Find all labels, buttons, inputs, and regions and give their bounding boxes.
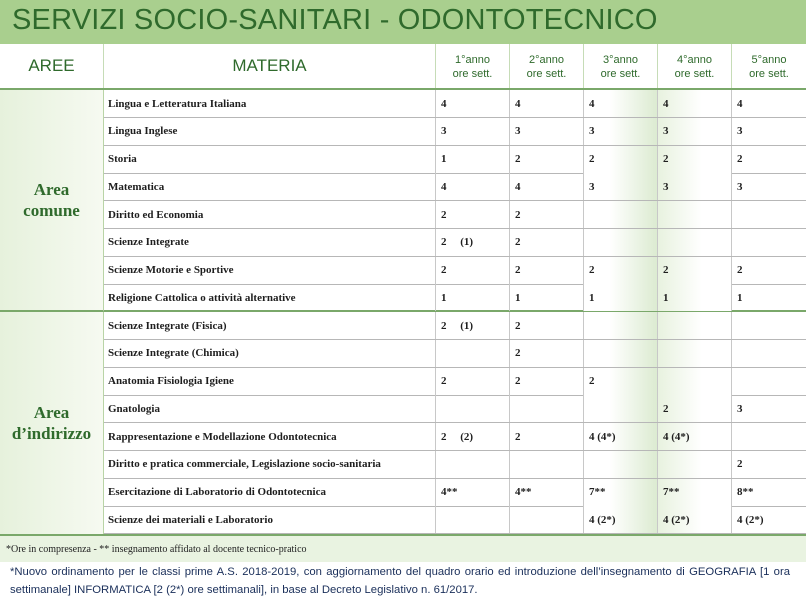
table-row xyxy=(104,368,806,396)
hours-cell-year-4 xyxy=(658,312,732,339)
hours-cell-year-5: 3 xyxy=(737,180,743,193)
subject-cell: Diritto e pratica commerciale, Legislazione socio-sanitaria xyxy=(104,451,436,478)
ordinance-note: *Nuovo ordinamento per le classi prime A.S. 2018-2019, con aggiornamento del quadro orario ed introduzione dell’insegnamento di GEOGRAFIA [1 ora settimanale] INFORMATICA [2 (2*) ore settimanali], in base al Decreto Legislativo n. 61/2017. xyxy=(10,566,790,596)
hours-cell-year-4 xyxy=(658,229,732,256)
header-materia: MATERIA xyxy=(104,44,436,88)
hours-cell-year-1: 4 xyxy=(436,173,510,200)
hours-cell-year-5 xyxy=(732,229,806,256)
table-row xyxy=(104,479,806,507)
subject-cell: Scienze Integrate xyxy=(104,229,436,256)
header-year-2 xyxy=(510,44,584,88)
hours-cell-year-5: 2 xyxy=(737,264,743,276)
hours-cell-year-4: 2 xyxy=(658,146,732,173)
hours-cell-year-1 xyxy=(436,506,510,533)
hours-cell-year-2: 2 xyxy=(510,257,584,284)
hours-cell-year-2: 4 xyxy=(510,90,584,117)
subject-cell: Storia xyxy=(104,146,436,173)
hours-cell-year-4: 2 xyxy=(658,395,732,422)
subject-cell: Esercitazione di Laboratorio di Odontotecnica xyxy=(104,479,436,506)
subject-cell: Scienze Integrate (Chimica) xyxy=(104,340,436,367)
hours-cell-year-3: 4 xyxy=(584,90,658,117)
hours-cell-year-2: 1 xyxy=(510,284,584,311)
hours-cell-year-4 xyxy=(658,201,732,228)
table-row xyxy=(104,90,806,118)
header-year-1-sub: ore sett. xyxy=(452,68,493,80)
hours-cell-year-5: 2 xyxy=(737,458,743,471)
area-comune-line2: comune xyxy=(23,201,80,220)
area-comune-line1: Area xyxy=(33,180,70,199)
hours-cell-year-5: 3 xyxy=(737,125,743,138)
subject-cell: Diritto ed Economia xyxy=(104,201,436,228)
hours-cell-year-1 xyxy=(436,340,510,367)
hours-cell-year-2: 2 xyxy=(510,340,584,367)
hours-cell-year-2: 2 xyxy=(510,201,584,228)
subject-cell: Rappresentazione e Modellazione Odontotecnica xyxy=(104,423,436,450)
header-year-4-label: 4°anno xyxy=(677,54,712,66)
table-row xyxy=(104,312,806,340)
subject-cell: Anatomia Fisiologia Igiene xyxy=(104,368,436,395)
hours-cell-year-3 xyxy=(584,340,658,367)
table-row xyxy=(104,423,806,451)
hours-cell-year-1: 3 xyxy=(436,118,510,145)
hours-cell-year-4: 4 (2*) xyxy=(658,506,732,533)
title-bar xyxy=(0,0,806,44)
hours-cell-year-3: 1 xyxy=(584,284,658,311)
table-row xyxy=(104,284,806,312)
table-row xyxy=(104,451,806,479)
table-row xyxy=(104,340,806,368)
hours-cell-year-4: 3 xyxy=(658,173,732,200)
header-year-3-sub: ore sett. xyxy=(600,68,641,80)
header-year-5-sub: ore sett. xyxy=(749,68,789,80)
hours-cell-year-1: 2 (2) xyxy=(436,423,510,450)
header-year-2-label: 2°anno xyxy=(529,54,564,66)
header-year-3-label: 3°anno xyxy=(603,54,638,66)
hours-cell-year-4 xyxy=(658,451,732,478)
table-row xyxy=(104,506,806,534)
header-aree: AREE xyxy=(0,44,104,88)
subject-cell: Gnatologia xyxy=(104,395,436,422)
hours-cell-year-1 xyxy=(436,395,510,422)
hours-cell-year-3: 3 xyxy=(584,118,658,145)
hours-cell-year-2 xyxy=(510,395,584,422)
hours-cell-year-3: 4 (2*) xyxy=(584,506,658,533)
hours-cell-year-1: 2 xyxy=(436,368,510,395)
hours-cell-year-1 xyxy=(436,451,510,478)
footnote: *Ore in compresenza - ** insegnamento affidato al docente tecnico-pratico xyxy=(6,544,307,555)
hours-cell-year-2: 2 xyxy=(510,229,584,256)
hours-cell-year-5 xyxy=(732,340,806,367)
header-year-2-sub: ore sett. xyxy=(526,68,567,80)
hours-cell-year-1: 1 xyxy=(436,284,510,311)
hours-cell-year-1: 4** xyxy=(436,479,510,506)
subject-cell: Lingua e Letteratura Italiana xyxy=(104,90,436,117)
hours-cell-year-5: 4 xyxy=(737,97,743,110)
hours-cell-year-5 xyxy=(732,423,806,450)
hours-cell-year-2: 2 xyxy=(510,423,584,450)
table-row xyxy=(104,395,806,423)
area-indirizzo-label xyxy=(0,312,104,534)
hours-cell-year-2: 4** xyxy=(510,479,584,506)
area-comune-label xyxy=(0,90,104,312)
hours-cell-year-5 xyxy=(732,312,806,339)
table-row xyxy=(104,118,806,146)
table-row xyxy=(104,257,806,285)
hours-cell-year-2: 3 xyxy=(510,118,584,145)
hours-cell-year-5: 8** xyxy=(737,486,754,498)
hours-cell-year-2: 4 xyxy=(510,173,584,200)
hours-cell-year-1: 2 (1) xyxy=(436,312,510,339)
hours-cell-year-2: 2 xyxy=(510,368,584,395)
hours-cell-year-4 xyxy=(658,340,732,367)
header-year-1 xyxy=(436,44,510,88)
hours-cell-year-5: 3 xyxy=(737,402,743,415)
hours-cell-year-3: 2 xyxy=(584,368,658,395)
hours-cell-year-1: 2 xyxy=(436,257,510,284)
hours-cell-year-1: 2 xyxy=(436,201,510,228)
table-row xyxy=(104,201,806,229)
hours-cell-year-2 xyxy=(510,506,584,533)
table-row xyxy=(104,146,806,174)
subject-cell: Lingua Inglese xyxy=(104,118,436,145)
hours-cell-year-5: 2 xyxy=(737,153,743,165)
hours-cell-year-4: 4 (4*) xyxy=(658,423,732,450)
hours-cell-year-5: 1 xyxy=(737,291,743,304)
subject-cell: Matematica xyxy=(104,173,436,200)
hours-cell-year-3: 4 (4*) xyxy=(584,423,658,450)
hours-cell-year-5 xyxy=(732,201,806,228)
hours-cell-year-3: 7** xyxy=(584,479,658,506)
hours-cell-year-2: 2 xyxy=(510,146,584,173)
hours-cell-year-4: 1 xyxy=(658,284,732,311)
header-year-4-sub: ore sett. xyxy=(674,68,715,80)
page-title: SERVIZI SOCIO-SANITARI - ODONTOTECNICO xyxy=(12,4,658,36)
area-indirizzo-line1: Area xyxy=(33,403,70,422)
hours-cell-year-4: 2 xyxy=(658,257,732,284)
subject-cell: Religione Cattolica o attività alternative xyxy=(104,284,436,311)
hours-cell-year-4: 7** xyxy=(658,479,732,506)
hours-cell-year-4 xyxy=(658,368,732,395)
header-year-5-label: 5°anno xyxy=(751,54,787,66)
hours-cell-year-4: 4 xyxy=(658,90,732,117)
hours-cell-year-5: 4 (2*) xyxy=(737,513,764,526)
hours-cell-year-3: 2 xyxy=(584,257,658,284)
hours-cell-year-1: 1 xyxy=(436,146,510,173)
hours-cell-year-1: 4 xyxy=(436,90,510,117)
hours-cell-year-4: 3 xyxy=(658,118,732,145)
area-indirizzo-line2: d’indirizzo xyxy=(11,424,92,443)
header-year-3 xyxy=(584,44,658,88)
subject-cell: Scienze Integrate (Fisica) xyxy=(104,312,436,339)
hours-cell-year-3: 2 xyxy=(584,146,658,173)
hours-cell-year-3 xyxy=(584,451,658,478)
hours-cell-year-1: 2 (1) xyxy=(436,229,510,256)
hours-cell-year-3 xyxy=(584,312,658,339)
hours-cell-year-5 xyxy=(732,368,806,395)
hours-cell-year-2 xyxy=(510,451,584,478)
hours-cell-year-2: 2 xyxy=(510,312,584,339)
header-year-5 xyxy=(732,44,806,88)
header-year-1-label: 1°anno xyxy=(455,54,490,66)
subject-cell: Scienze Motorie e Sportive xyxy=(104,257,436,284)
table-row xyxy=(104,229,806,257)
hours-cell-year-3 xyxy=(584,201,658,228)
hours-cell-year-3: 3 xyxy=(584,173,658,200)
header-year-4 xyxy=(658,44,732,88)
hours-cell-year-3 xyxy=(584,395,658,422)
subject-cell: Scienze dei materiali e Laboratorio xyxy=(104,506,436,533)
hours-cell-year-3 xyxy=(584,229,658,256)
table-header xyxy=(0,44,806,90)
table-row xyxy=(104,173,806,201)
